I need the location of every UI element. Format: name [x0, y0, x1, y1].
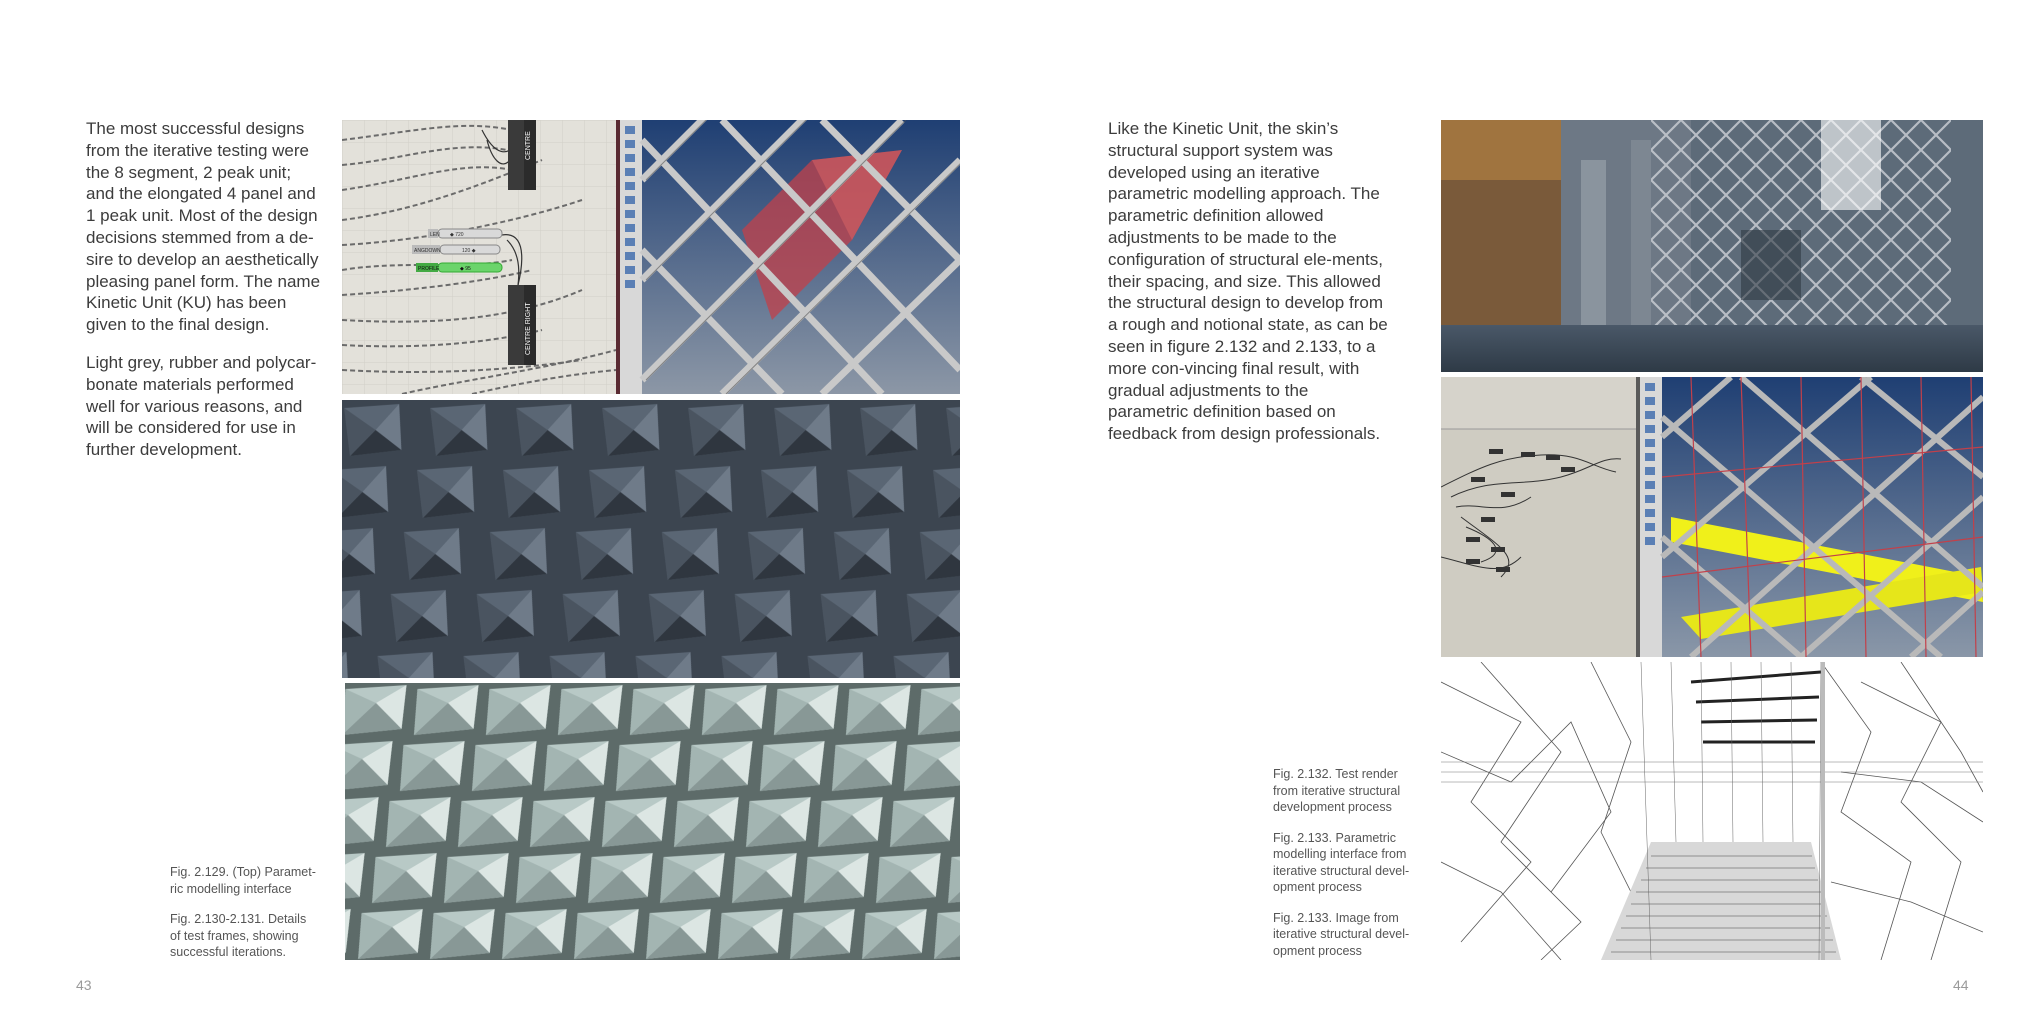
slider-angdown-label: ANGDOWN — [414, 248, 441, 254]
caption-fig-2-133a: Fig. 2.133. Parametric modelling interface from iterative structural devel-opment process — [1273, 830, 1410, 894]
right-captions — [1273, 766, 1421, 973]
page-number-left: 43 — [76, 977, 92, 993]
right-body-text — [1108, 118, 1388, 461]
slider-angdown-value: 120 ◆ — [462, 248, 476, 254]
parametric-interface-image — [342, 120, 960, 394]
left-paragraph-1: The most successful designs from the iterative testing were the 8 segment, 2 peak unit; and the elongated 4 panel and 1 peak unit. Most of the design decisions stemmed from a de-sire to develop an aesthetically pleasing panel form. The name Kinetic Unit (KU) has been given to the final design. — [86, 119, 321, 335]
slider-profile-value: ◆ 95 — [460, 266, 471, 272]
left-paragraph-2: Light grey, rubber and polycar-bonate materials performed well for various reasons, and will be considered for use in further development. — [86, 352, 317, 460]
node-label-centre-right: CENTRE RIGHT — [525, 302, 532, 355]
caption-fig-2-133b: Fig. 2.133. Image from iterative structural devel-opment process — [1273, 910, 1410, 958]
left-body-text — [86, 118, 324, 477]
slider-profile-label: PROFILE — [418, 266, 440, 272]
structural-test-render-image — [1441, 120, 1983, 372]
structural-wireframe-image — [1441, 662, 1983, 960]
light-panel-test-image — [345, 683, 960, 960]
left-captions — [170, 864, 318, 975]
right-paragraph: Like the Kinetic Unit, the skin’s structural support system was developed using an iterative parametric modelling approach. The parametric definition allowed adjustments to be made to the configuration of structural ele-ments, their spacing, and size. This allowed the structural design to develop from a rough and notional state, as can be seen in figure 2.132 and 2.133, to a more con-vincing final result, with gradual adjustments to the parametric definition based on feedback from design professionals. — [1108, 119, 1388, 444]
caption-fig-2-130: Fig. 2.130-2.131. Details of test frames, showing successful iterations. — [170, 912, 307, 959]
caption-fig-2-132: Fig. 2.132. Test render from iterative structural development process — [1273, 767, 1401, 814]
dark-panel-test-image — [342, 400, 960, 678]
slider-len-label: LEN — [430, 232, 440, 238]
slider-len-value: ◆ 720 — [450, 232, 464, 238]
page-number-right: 44 — [1953, 977, 1969, 993]
caption-fig-2-129: Fig. 2.129. (Top) Paramet-ric modelling interface — [170, 865, 316, 896]
structural-interface-image — [1441, 377, 1983, 657]
node-label-centre: CENTRE — [525, 131, 532, 160]
